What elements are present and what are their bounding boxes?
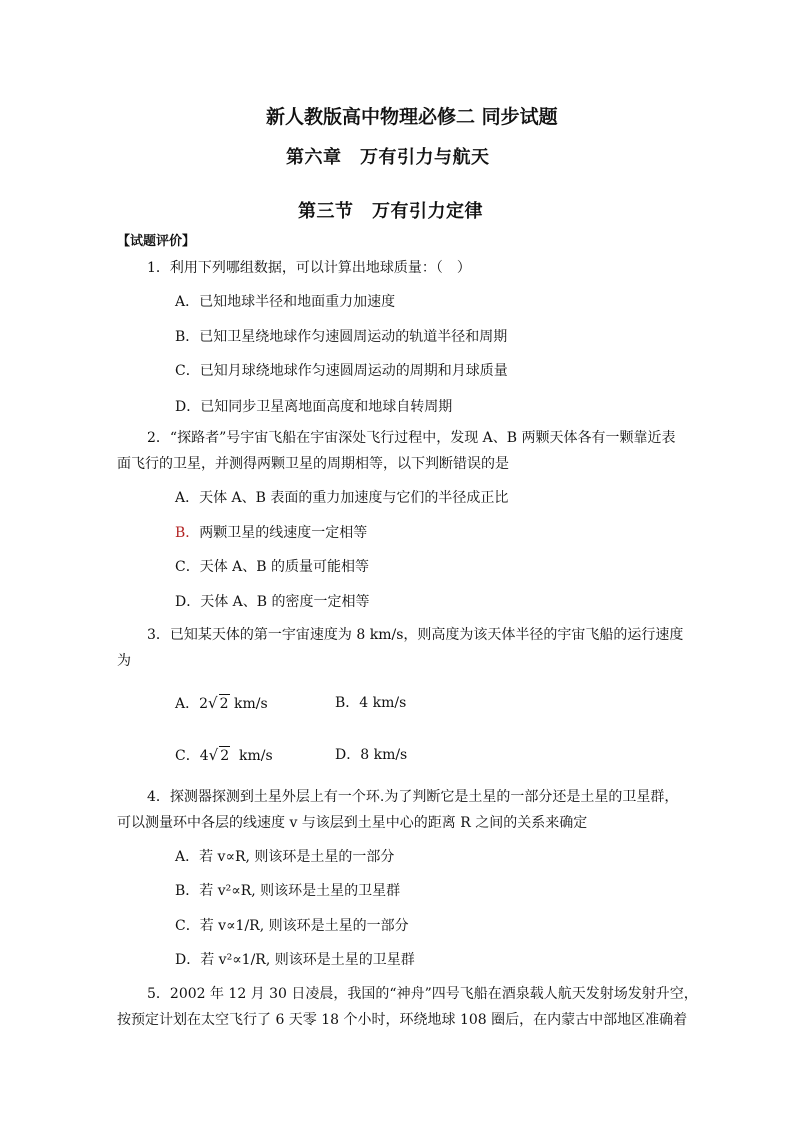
question-4-option-c: C．若 v∝1/R, 则该环是土星的一部分 [175, 918, 409, 934]
question-3-option-d: D．8 km/s [335, 747, 408, 763]
question-5-stem-line-2: 按预定计划在太空飞行了 6 天零 18 个小时，环绕地球 108 圈后，在内蒙古中部地区准确着 [117, 1012, 688, 1028]
question-2-stem-line-2: 面飞行的卫星，并测得两颗卫星的周期相等，以下判断错误的是 [117, 456, 509, 472]
question-3-option-c [175, 746, 273, 765]
question-1-option-d: D．已知同步卫星离地面高度和地球自转周期 [175, 399, 453, 415]
question-4-option-d: D．若 v²∝1/R, 则该环是土星的卫星群 [175, 952, 415, 968]
section-label: 【试题评价】 [117, 234, 196, 249]
question-2-option-b-letter: B． [175, 525, 200, 541]
question-3-option-c-prefix: C．4 [175, 748, 209, 764]
question-2-option-d: D．天体 A、B 的密度一定相等 [175, 594, 370, 610]
question-4-stem-line-2: 可以测量环中各层的线速度 v 与该层到土星中心的距离 R 之间的关系来确定 [117, 815, 588, 831]
question-5-stem-line-1: 5．2002 年 12 月 30 日凌晨，我国的“神舟”四号飞船在酒泉载人航天发射场发射升空， [147, 986, 698, 1002]
question-2-option-b-text: 两颗卫星的线速度一定相等 [199, 525, 368, 541]
question-1-option-c: C．已知月球绕地球作匀速圆周运动的周期和月球质量 [175, 363, 508, 379]
question-1-option-b: B．已知卫星绕地球作匀速圆周运动的轨道半径和周期 [175, 329, 508, 345]
section-heading: 第三节 万有引力定律 [298, 201, 483, 222]
question-2-option-a: A．天体 A、B 表面的重力加速度与它们的半径成正比 [175, 490, 509, 506]
question-4-stem-line-1: 4．探测器探测到土星外层上有一个环.为了判断它是土星的一部分还是土星的卫星群， [147, 789, 679, 805]
sqrt-symbol: √ 2 [208, 694, 229, 712]
question-4-option-b: B．若 v²∝R, 则该环是土星的卫星群 [175, 883, 401, 899]
sqrt-symbol: √ 2 [208, 746, 230, 764]
question-4-option-a: A．若 v∝R, 则该环是土星的一部分 [175, 849, 395, 865]
question-3-option-a [175, 694, 268, 713]
question-3-option-c-unit: km/s [239, 748, 273, 764]
document-title: 新人教版高中物理必修二 同步试题 [266, 106, 558, 128]
chapter-heading: 第六章 万有引力与航天 [286, 147, 490, 168]
question-2-option-c: C．天体 A、B 的质量可能相等 [175, 559, 370, 575]
question-3-stem-line-2: 为 [117, 653, 131, 669]
question-3-option-a-prefix: A．2 [175, 696, 209, 712]
question-3-option-a-unit: km/s [233, 696, 268, 712]
question-2-option-b [175, 524, 367, 542]
question-2-stem-line-1: 2．“探路者”号宇宙飞船在宇宙深处飞行过程中，发现 A、B 两颗天体各有一颗靠近表 [147, 430, 676, 446]
question-1-stem: 1．利用下列哪组数据，可以计算出地球质量：（ ） [147, 260, 471, 276]
question-3-option-b: B．4 km/s [335, 695, 407, 711]
question-1-option-a: A．已知地球半径和地面重力加速度 [175, 294, 396, 310]
question-3-stem-line-1: 3．已知某天体的第一宇宙速度为 8 km/s，则高度为该天体半径的宇宙飞船的运行速度 [147, 627, 684, 643]
